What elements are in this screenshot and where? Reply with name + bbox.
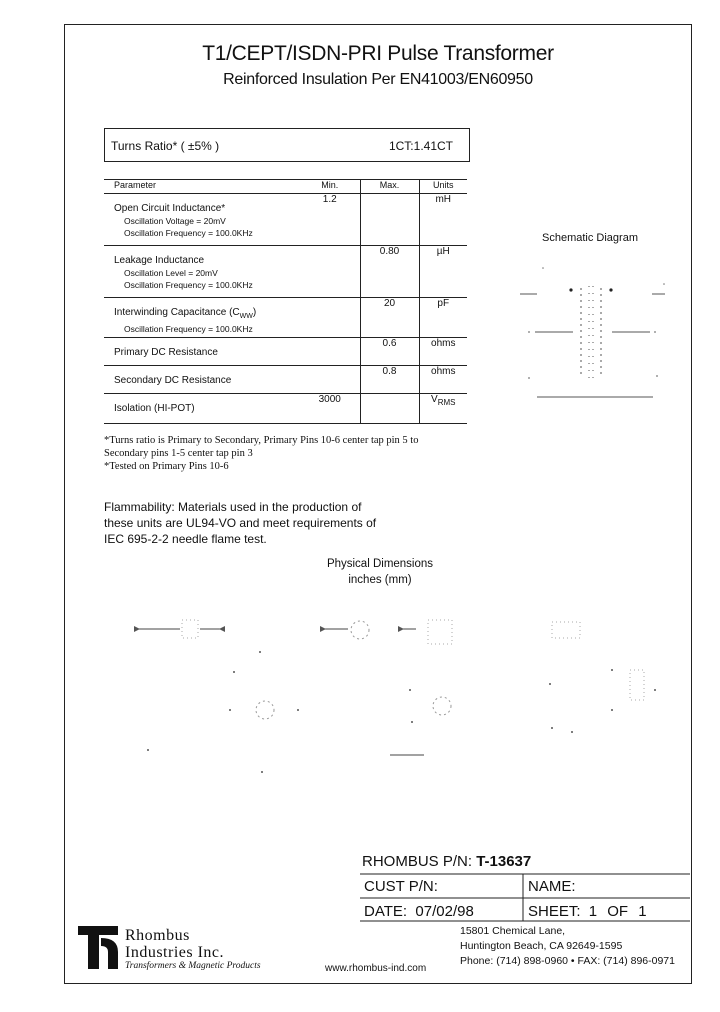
param-name: Isolation (HI-POT) — [114, 403, 195, 414]
col-units: Units — [419, 180, 467, 194]
param-name: Secondary DC Resistance — [114, 375, 232, 386]
company-address — [460, 924, 675, 969]
sheet-label: SHEET: — [528, 903, 581, 920]
cust-label: CUST P/N: — [364, 878, 438, 895]
flammability-note: Flammability: Materials used in the production of these units are UL94-VO and meet requirements of IEC 695-2-2 needle flame test. — [104, 500, 377, 546]
param-condition: Oscillation Frequency = 100.0KHz — [124, 228, 253, 238]
company-name-line1: Rhombus — [125, 927, 190, 944]
units-value: µH — [419, 246, 467, 298]
address-line1: 15801 Chemical Lane, — [460, 925, 566, 937]
param-name: Primary DC Resistance — [114, 347, 218, 358]
max-value: 0.8 — [360, 366, 419, 394]
units-text: V — [431, 394, 438, 405]
min-value: 3000 — [300, 394, 360, 424]
max-value: 0.6 — [360, 338, 419, 366]
footnote-line: *Turns ratio is Primary to Secondary, Primary Pins 10-6 center tap pin 5 to — [104, 435, 419, 446]
part-number: T-13637 — [476, 853, 532, 870]
param-condition: Oscillation Level = 20mV — [124, 268, 218, 278]
param-name: Leakage Inductance — [114, 255, 205, 266]
param-name: Open Circuit Inductance* — [114, 203, 226, 214]
param-condition: Oscillation Frequency = 100.0KHz — [124, 280, 253, 290]
date-value: 07/02/98 — [415, 903, 474, 920]
col-max: Max. — [360, 180, 419, 194]
physical-title: Physical Dimensions — [326, 558, 434, 570]
company-tagline: Transformers & Magnetic Products — [125, 961, 261, 971]
company-name — [125, 927, 224, 961]
document-subtitle: Reinforced Insulation Per EN41003/EN60950 — [223, 71, 533, 88]
name-label: NAME: — [528, 878, 576, 895]
footnote-line: Secondary pins 1-5 center tap pin 3 — [104, 448, 253, 459]
param-name-end: ) — [252, 307, 257, 318]
max-value: 0.80 — [360, 246, 419, 298]
units-value: pF — [419, 298, 467, 338]
footnote-line: *Tested on Primary Pins 10-6 — [104, 461, 229, 472]
website-link[interactable]: www.rhombus-ind.com — [325, 963, 427, 974]
sheet-total: 1 — [638, 903, 647, 920]
max-value: 20 — [360, 298, 419, 338]
turns-ratio-value: 1CT:1.41CT — [388, 139, 453, 153]
schematic-title: Schematic Diagram — [542, 232, 638, 244]
units-value: ohms — [419, 366, 467, 394]
part-label: RHOMBUS P/N: — [362, 853, 473, 870]
units-subscript: RMS — [437, 398, 456, 407]
param-condition: Oscillation Frequency = 100.0KHz — [124, 324, 253, 334]
physical-units: inches (mm) — [348, 574, 412, 586]
document-title: T1/CEPT/ISDN-PRI Pulse Transformer — [202, 42, 554, 65]
company-name-line2: Industries Inc. — [125, 944, 225, 961]
address-line2: Huntington Beach, CA 92649-1595 — [460, 940, 623, 952]
param-condition: Oscillation Voltage = 20mV — [124, 216, 226, 226]
param-name-text: Interwinding Capacitance (C — [114, 307, 240, 318]
col-parameter: Parameter — [104, 180, 300, 194]
param-name-subscript: WW — [239, 313, 253, 320]
units-value: mH — [419, 194, 467, 246]
rhombus-logo-icon — [78, 926, 122, 970]
min-value: 1.2 — [300, 194, 360, 246]
date-label: DATE: — [364, 903, 408, 920]
turns-ratio-label: Turns Ratio* ( ±5% ) — [111, 139, 220, 153]
phone-fax: Phone: (714) 898-0960 • FAX: (714) 896-0971 — [460, 955, 675, 967]
sheet-of: OF — [607, 903, 629, 920]
sheet-value: 1 — [588, 903, 598, 920]
col-min: Min. — [300, 180, 360, 194]
units-value: ohms — [419, 338, 467, 366]
